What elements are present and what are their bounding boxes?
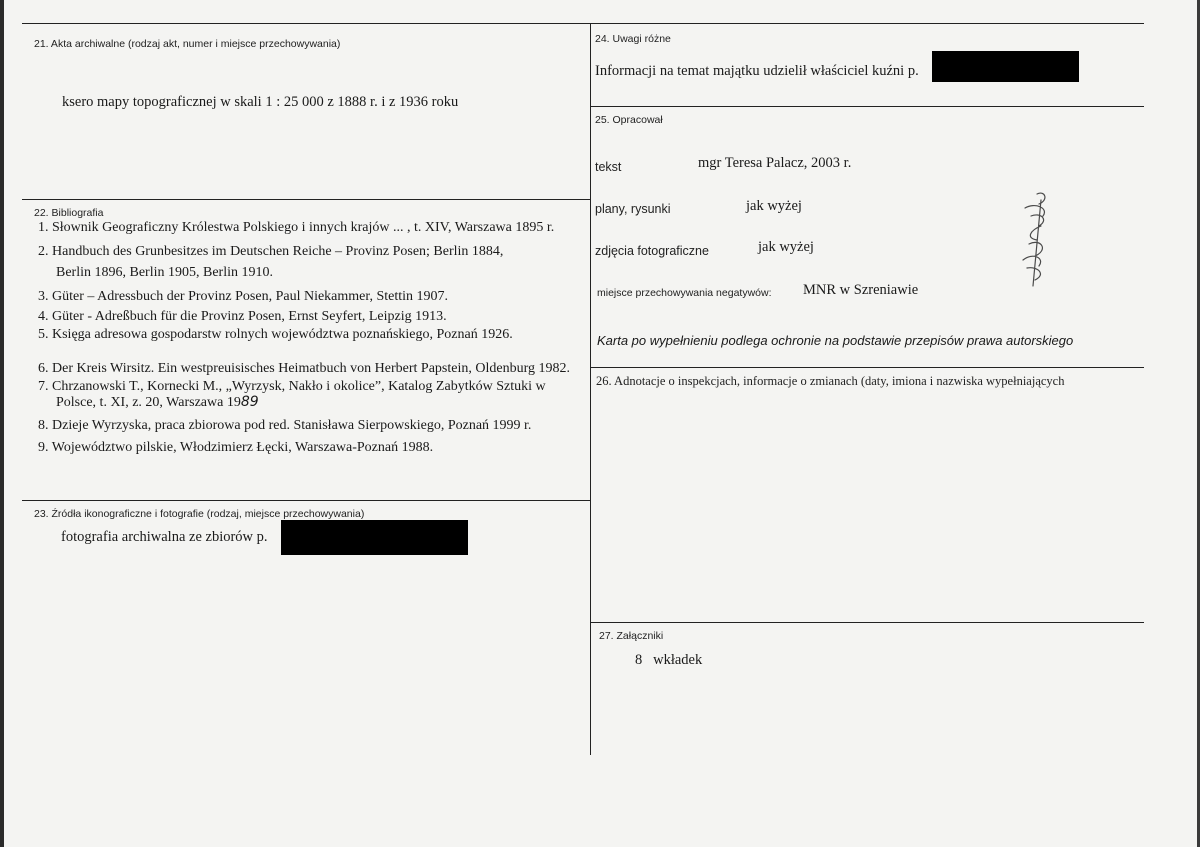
copyright-note: Karta po wypełnieniu podlega ochronie na podstawie przepisów prawa autorskiego — [597, 333, 1074, 348]
negatywy-label: miejsce przechowywania negatywów: — [597, 287, 772, 299]
tekst-value: mgr Teresa Palacz, 2003 r. — [698, 155, 852, 171]
akta-label: 21. Akta archiwalne (rodzaj akt, numer i miejsce przechowywania) — [34, 38, 341, 50]
plany-value: jak wyżej — [746, 198, 802, 214]
redaction-block-zrodla — [281, 520, 468, 555]
rule-before-zalaczniki — [590, 622, 1144, 623]
plany-label: plany, rysunki — [595, 202, 671, 216]
bibliography-item: 2. Handbuch des Grunbesitzes im Deutschen Reiche – Provinz Posen; Berlin 1884, — [38, 244, 504, 259]
bibliography-item: 6. Der Kreis Wirsitz. Ein westpreuisisches Heimatbuch von Herbert Papstein, Oldenburg 1982. — [38, 361, 570, 376]
bibliography-item: 3. Güter – Adressbuch der Provinz Posen, Paul Niekammer, Stettin 1907. — [38, 289, 449, 304]
opracowal-label: 25. Opracował — [595, 114, 663, 126]
bibliography-item: 4. Güter - Adreßbuch für die Provinz Posen, Ernst Seyfert, Leipzig 1913. — [38, 309, 447, 324]
adnotacje-label: 26. Adnotacje o inspekcjach, informacje o zmianach (daty, imiona i nazwiska wypełniających — [596, 374, 1065, 388]
scan-edge-left — [0, 0, 4, 847]
zrodla-label: 23. Źródła ikonograficzne i fotografie (rodzaj, miejsce przechowywania) — [34, 508, 365, 520]
tekst-label: tekst — [595, 160, 622, 174]
top-rule — [22, 23, 1144, 24]
zdjecia-value: jak wyżej — [758, 239, 814, 255]
bibliography-item: Berlin 1896, Berlin 1905, Berlin 1910. — [56, 265, 273, 280]
bibliography-item: 1. Słownik Geograficzny Królestwa Polskiego i innych krajów ... , t. XIV, Warszawa 1895 r. — [38, 220, 555, 235]
bibliography-item-continued — [56, 394, 259, 411]
rule-before-opracowal — [590, 106, 1144, 107]
handwritten-year-digits: 89 — [240, 394, 259, 410]
bibliography-item-text: Polsce, t. XI, z. 20, Warszawa 19 — [56, 395, 241, 410]
rule-before-adnotacje — [590, 367, 1144, 368]
zalaczniki-label: 27. Załączniki — [599, 630, 664, 642]
akta-content: ksero mapy topograficznej w skali 1 : 25 000 z 1888 r. i z 1936 roku — [62, 94, 459, 110]
bibliography-item: 7. Chrzanowski T., Kornecki M., „Wyrzysk, Nakło i okolice”, Katalog Zabytków Sztuki w — [38, 379, 546, 394]
rule-before-bibliografia — [22, 199, 590, 200]
zrodla-content: fotografia archiwalna ze zbiorów p. — [61, 529, 268, 545]
uwagi-label: 24. Uwagi różne — [595, 33, 671, 45]
negatywy-value: MNR w Szreniawie — [803, 282, 919, 298]
bibliography-item: 5. Księga adresowa gospodarstw rolnych województwa poznańskiego, Poznań 1926. — [38, 327, 513, 342]
zdjecia-label: zdjęcia fotograficzne — [595, 244, 709, 258]
bibliography-item: 9. Województwo pilskie, Włodzimierz Łęcki, Warszawa-Poznań 1988. — [38, 440, 434, 455]
rule-before-zrodla — [22, 500, 590, 501]
bibliografia-label: 22. Bibliografia — [34, 207, 104, 219]
bibliography-item: 8. Dzieje Wyrzyska, praca zbiorowa pod red. Stanisława Sierpowskiego, Poznań 1999 r. — [38, 418, 532, 433]
uwagi-content: Informacji na temat majątku udzielił właściciel kuźni p. — [595, 63, 919, 79]
center-divider — [590, 23, 591, 755]
handwritten-signature — [1015, 186, 1055, 296]
redaction-block-uwagi — [932, 51, 1079, 82]
zalaczniki-content: 8 wkładek — [635, 652, 703, 668]
